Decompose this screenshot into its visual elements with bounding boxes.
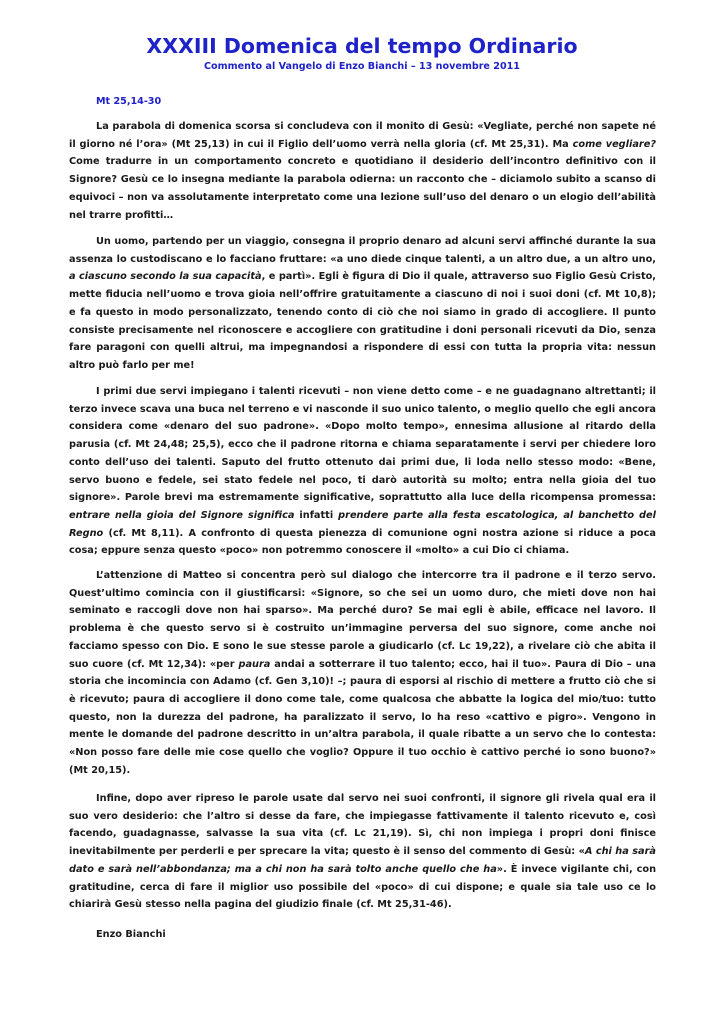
italic-text-segment: paura — [238, 658, 271, 670]
text-segment: Come tradurre in un comportamento concreto e quotidiano il desiderio dell’incontro definitivo con il Signore? Gesù ce lo insegna mediante la parabola odierna: un racconto che – diciamolo subito a scanso di equivoci – non va assolutamente interpretato come una lezione sull’uso del denaro o un elogio dell’abilità nel trarre profitti… — [69, 156, 656, 221]
italic-text-segment: A chi ha sarà dato e sarà nell’abbondanza; ma a chi non ha sarà tolto anche quello che ha — [69, 846, 656, 875]
text-segment: infatti — [294, 509, 339, 521]
paragraph-4 — [69, 567, 656, 779]
text-segment: I primi due servi impiegano i talenti ricevuti – non viene detto come – e ne guadagnano altrettanti; il terzo invece scava una buca nel terreno e vi nasconde il suo unico talento, o meglio quello che egli ancora considera come «denaro del suo padrone». «Dopo molto tempo», ennesima allusione al ritardo della parusia (cf. Mt 24,48; 25,5), ecco che il padrone ritorna e chiama separatamente i servi per chiedere loro conto dell’uso dei talenti. Saputo del frutto ottenuto dai primi due, li loda nello stesso modo: «Bene, servo buono e fedele, sei stato fedele nel poco, ti darò autorità su molto; entra nella gioia del tuo signore». Parole brevi ma estremamente significative, soprattutto alla luce della ricompensa promessa: — [69, 386, 656, 504]
text-segment: La parabola di domenica scorsa si concludeva con il monito di Gesù: «Vegliate, perché non sapete né il giorno né l’ora» (Mt 25,13) in cui il Figlio dell’uomo verrà nella gloria (cf. Mt 25,31). Ma — [69, 121, 656, 150]
italic-text-segment: entrare nella gioia del Signore significa — [69, 509, 295, 521]
author-signature: Enzo Bianchi — [96, 929, 166, 940]
page-title: XXXIII Domenica del tempo Ordinario — [146, 34, 578, 58]
paragraph-1 — [69, 118, 656, 224]
gospel-reference: Mt 25,14-30 — [96, 96, 162, 107]
italic-text-segment: come vegliare? — [572, 138, 657, 150]
text-segment: ». È invece vigilante chi, con gratitudine, cerca di fare il miglior uso possibile del «poco» di cui dispone; e quale sia tale uso ce lo chiarirà Gesù stesso nella pagina del giudizio finale (cf. Mt 25,31-46). — [69, 863, 657, 911]
text-segment: Un uomo, partendo per un viaggio, consegna il proprio denaro ad alcuni servi affinché durante la sua assenza lo custodiscano e lo facciano fruttare: «a uno diede cinque talenti, a un altro due, a un altro uno, — [69, 236, 656, 265]
text-segment: Infine, dopo aver ripreso le parole usate dal servo nei suoi confronti, il signore gli rivela qual era il suo vero desiderio: che l’altro si desse da fare, che impiegasse fattivamente il talento ricevuto e, così facendo, guadagnasse, salvasse la sua vita (cf. Lc 21,19). Sì, chi non impiega i propri doni finisce inevitabilmente per perderli e per sprecare la vita; questo è il senso del commento di Gesù: « — [69, 793, 656, 858]
text-segment: (cf. Mt 8,11). A confronto di questa pienezza di comunione ogni nostra azione si riduce a poca cosa; eppure senza questo «poco» non potremmo conoscere il «molto» a cui Dio ci chiama. — [69, 527, 656, 557]
text-segment: L’attenzione di Matteo si concentra però sul dialogo che intercorre tra il padrone e il terzo servo. Quest’ultimo comincia con il giustificarsi: «Signore, so che sei un uomo duro, che mieti dove non hai seminato e raccogli dove non hai sparso». Ma perché duro? Se mai egli è abile, efficace nel lavoro. Il problema è che questo servo si è costruito un’immagine perversa del suo signore, come anche noi facciamo spesso con Dio. E sono le sue stesse parole a giudicarlo (cf. Lc 19,22), a rivelare ciò che abita il suo cuore (cf. Mt 12,34): «per — [69, 570, 656, 670]
italic-text-segment: a ciascuno secondo la sua capacità — [69, 271, 262, 283]
page-subtitle: Commento al Vangelo di Enzo Bianchi – 13 novembre 2011 — [204, 61, 520, 72]
paragraph-2 — [69, 233, 656, 375]
paragraph-3 — [69, 383, 656, 560]
text-segment: andai a sotterrare il tuo talento; ecco, hai il tuo». Paura di Dio – una storia che incomincia con Adamo (cf. Gen 3,10)! –; paura di esporsi al rischio di mettere a frutto ciò che si è ricevuto; paura di accogliere il dono come tale, come qualcosa che abbatte la logica del mio/tuo: tutto questo, non la durezza del padrone, ha paralizzato il servo, lo ha reso «cattivo e pigro». Vengono in mente le domande del padrone descritto in un’altra parabola, il quale ribatte a un servo che lo contesta: «Non posso fare delle mie cose quello che voglio? Oppure il tuo occhio è cattivo perché io sono buono?» (Mt 20,15). — [69, 658, 656, 776]
text-segment: , e partì». Egli è figura di Dio il quale, attraverso suo Figlio Gesù Cristo, mette fiducia nell’uomo e trova gioia nell’offrire gratuitamente a ciascuno di noi i suoi doni (cf. Mt 10,8); e fa questo in modo personalizzato, tenendo conto di ciò che noi siamo in grado di accogliere. Il punto consiste precisamente nel riconoscere e accogliere con gratitudine i doni personali ricevuti da Dio, senza fare paragoni con quelli altrui, ma impegnandosi a rispondere di essi con tutta la propria vita: nessun altro può farlo per me! — [69, 271, 657, 371]
paragraph-5 — [69, 790, 656, 914]
italic-text-segment: prendere parte alla festa escatologica, al banchetto del Regno — [69, 509, 656, 539]
